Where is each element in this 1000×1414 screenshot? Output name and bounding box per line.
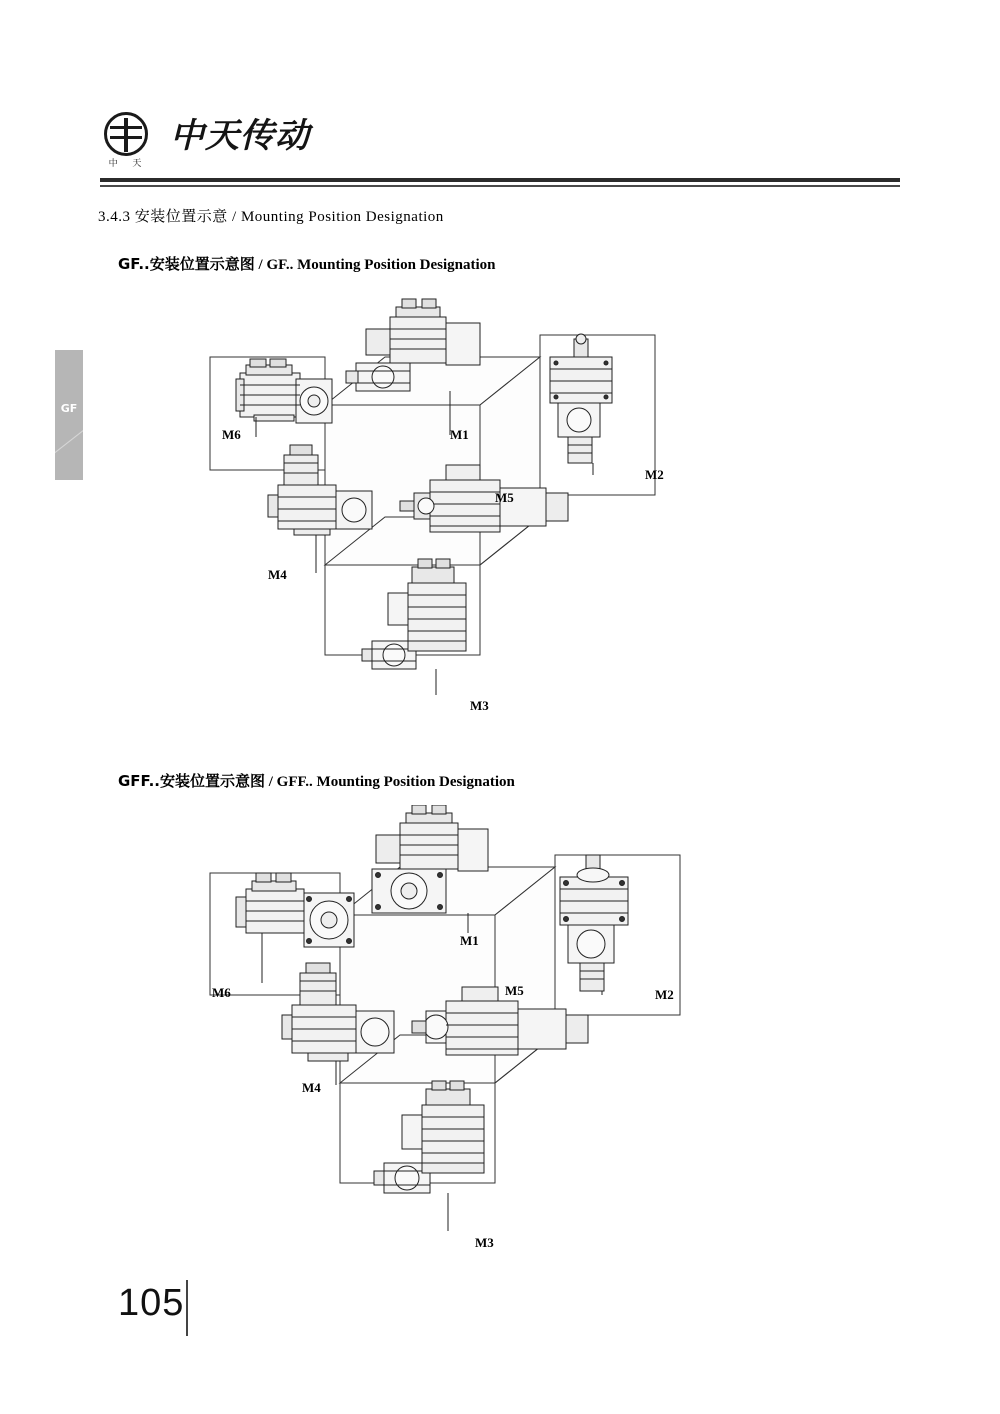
section-heading: [98, 205, 444, 226]
section-title-cn: 安装位置示意: [134, 207, 228, 225]
figure-gff-caption-en: GFF.. Mounting Position Designation: [276, 774, 515, 790]
position-label-m6: M6: [212, 985, 231, 1000]
figure-gf-caption: [118, 253, 496, 274]
side-tab-gf: [55, 350, 83, 480]
header-rule-thin: [100, 185, 900, 187]
figure-gf-svg: [150, 295, 850, 725]
position-label-m3: M3: [475, 1235, 494, 1250]
figure-gff-caption-sep: /: [268, 774, 273, 790]
position-label-m4: M4: [268, 567, 287, 582]
side-tab-label: GF: [60, 402, 78, 415]
zhongtian-logo-icon: [100, 110, 158, 168]
header-rule-thick: [100, 178, 900, 182]
position-label-m1: M1: [450, 427, 469, 442]
figure-gff-diagram: [150, 805, 850, 1255]
section-number: 3.4.3: [98, 209, 131, 225]
logo-stem: [124, 118, 128, 152]
logo-wordmark: 中天传动: [170, 116, 310, 156]
figure-gf-diagram: [150, 295, 850, 725]
logo-sub-text: 中 天: [108, 159, 148, 169]
figure-gff-caption-cn: GFF..安装位置示意图: [118, 772, 265, 790]
position-label-m4: M4: [302, 1080, 321, 1095]
brand-logo: [100, 110, 310, 168]
position-label-m2: M2: [655, 987, 674, 1002]
figure-gff-caption: [118, 770, 515, 791]
position-label-m3: M3: [470, 698, 489, 713]
figure-gf-caption-sep: /: [258, 257, 263, 273]
section-separator: /: [232, 209, 237, 225]
section-title-en: Mounting Position Designation: [240, 209, 444, 225]
side-tab-slash: [55, 423, 83, 453]
position-label-m5: M5: [505, 983, 524, 998]
figure-gff-svg: [150, 805, 850, 1255]
position-label-m1: M1: [460, 933, 479, 948]
footer-divider: [186, 1280, 188, 1336]
page-header: [100, 110, 900, 190]
figure-gf-caption-en: GF.. Mounting Position Designation: [266, 257, 496, 273]
position-label-m5: M5: [495, 490, 514, 505]
position-label-m2: M2: [645, 467, 664, 482]
figure-gf-caption-cn: GF..安装位置示意图: [118, 255, 255, 273]
page-number: 105: [118, 1282, 185, 1324]
position-label-m6: M6: [222, 427, 241, 442]
